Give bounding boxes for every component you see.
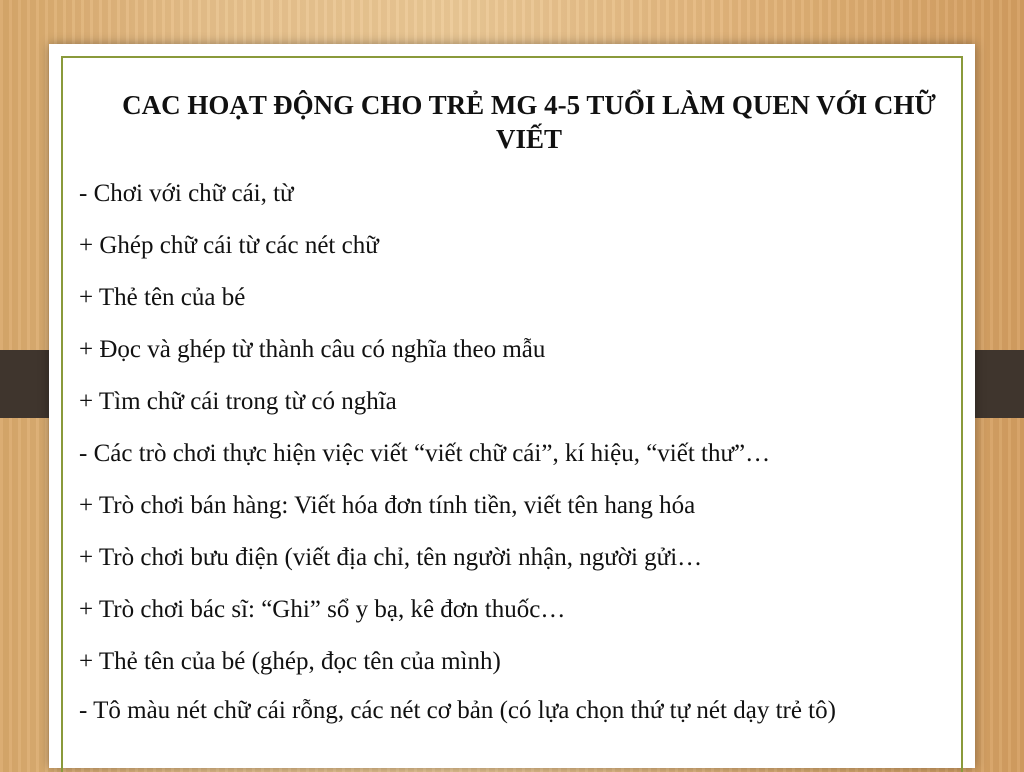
bullet-item: + Thẻ tên của bé bbox=[79, 284, 246, 311]
bullet-item: - Tô màu nét chữ cái rỗng, các nét cơ bản (có lựa chọn thứ tự nét dạy trẻ tô) bbox=[79, 697, 836, 724]
bullet-item: - Chơi với chữ cái, từ bbox=[79, 180, 294, 207]
bullet-item: + Trò chơi bác sĩ: “Ghi” sổ y bạ, kê đơn thuốc… bbox=[79, 596, 566, 623]
bullet-item: + Đọc và ghép từ thành câu có nghĩa theo mẫu bbox=[79, 336, 546, 363]
slide bbox=[49, 44, 975, 768]
slide-title: CAC HOẠT ĐỘNG CHO TRẺ MG 4-5 TUỔI LÀM QUEN VỚI CHỮ VIẾT bbox=[122, 90, 936, 154]
bullet-item: - Các trò chơi thực hiện việc viết “viết chữ cái”, kí hiệu, “viết thư”… bbox=[79, 440, 771, 467]
bullet-list bbox=[79, 176, 959, 726]
bullet-item: + Trò chơi bán hàng: Viết hóa đơn tính tiền, viết tên hang hóa bbox=[79, 492, 696, 519]
bullet-item: + Ghép chữ cái từ các nét chữ bbox=[79, 232, 379, 259]
bullet-item: + Tìm chữ cái trong từ có nghĩa bbox=[79, 388, 397, 415]
bullet-item: + Thẻ tên của bé (ghép, đọc tên của mình) bbox=[79, 648, 501, 675]
bullet-item: + Trò chơi bưu điện (viết địa chỉ, tên người nhận, người gửi… bbox=[79, 544, 703, 571]
